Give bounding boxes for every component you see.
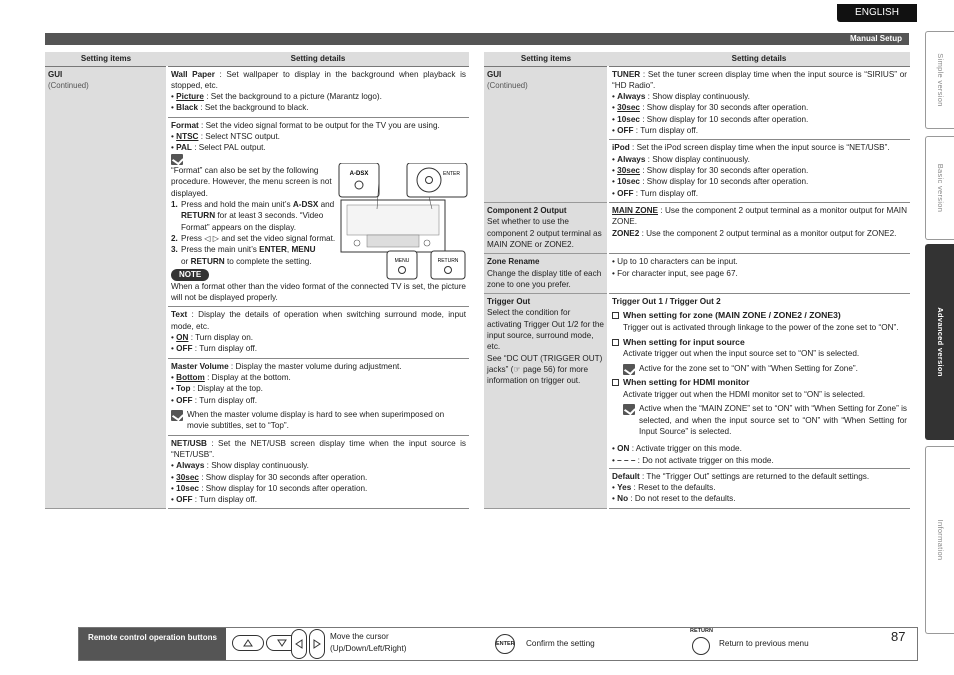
move-cursor-text: Move the cursor (Up/Down/Left/Right)	[330, 632, 407, 653]
zone-rename-item: Zone Rename Change the display title of each zone to one you prefer.	[484, 254, 608, 294]
trigger-out-detail: Trigger Out 1 / Trigger Out 2 When setting for zone (MAIN ZONE / ZONE2 / ZONE3) Trigger out is activated through linkage to the power of the zone set to “ON”. When setting for input source Activate trigger out when the input source set to “ON” is selected. Active for the zone set to “ON” with “When Setting for Zone”. When setting for HDMI monitor Activate trigger out when the HDMI monitor set to “ON” is selected. Active when the “MAIN ZONE” set to “ON” with “When Setting for Zone” is selected, and when the input source set to “ON” with “When Setting for Input Source” is selected. • ON : Activate trigger on this mode. • – – – : Do not activate trigger on this mode. Default : The “Trigger Out” settings are returned to the default settings. • Yes : Reset to the defaults. • No : Do not reset to the defaults.	[608, 294, 910, 509]
enter-button-icon: ENTER	[495, 634, 515, 654]
remote-legend-label: Remote control operation buttons	[79, 628, 226, 660]
format-step-3: 3. Press the main unit’s ENTER, MENU or RETURN to complete the setting.	[171, 245, 316, 266]
component-2-output-detail: MAIN ZONE : Use the component 2 output terminal as a monitor output for MAIN ZONE. ZONE2 : Use the component 2 output terminal as a monitor output for ZONE2.	[608, 202, 910, 253]
main-unit-illustration	[337, 163, 471, 283]
checkbox-icon	[612, 339, 619, 346]
text-detail: Text : Display the details of operation when switching surround mode, input mode, etc. • ON : Turn display on. • OFF : Turn display off.	[167, 307, 469, 358]
col-setting-items: Setting items	[45, 52, 167, 66]
format-step-2: 2. Press ◁ ▷ and set the video signal format.	[171, 233, 336, 243]
cursor-up-button	[232, 635, 264, 651]
col-setting-details: Setting details	[608, 52, 910, 66]
cursor-left-button	[291, 629, 307, 659]
zone-heading: When setting for zone (MAIN ZONE / ZONE2 / ZONE3)	[612, 310, 907, 322]
tab-basic-version[interactable]: Basic version	[925, 136, 954, 240]
wall-paper-detail: Wall Paper : Set wallpaper to display in the background when playback is stopped, etc. • Picture : Set the background to a picture (Marantz logo). • Black : Set the background to black.	[167, 66, 469, 117]
format-detail: Format : Set the video signal format to be output for the TV you are using. • NTSC : Select NTSC output. • PAL : Select PAL output. “Format” can also be set by the following procedure. However, the menu screen is not displayed. 1. Press and hold the main unit’s A-DSX and RETURN for at least 3 seconds. “Video Format” appears on the display. 2. Press ◁ ▷ and set the video signal format. 3. Press the main unit’s ENTER, MENU or RETURN to complete the setting. NOTE When a format other than the video format of the connected TV is set, the picture will not be displayed properly.	[167, 117, 469, 307]
gui-item: GUI (Continued)	[484, 66, 608, 202]
tuner-detail: TUNER : Set the tuner screen display time when the input source is “SIRIUS” or “HD Radio”. • Always : Show display continuously. • 30sec : Show display for 30 seconds after operation. • 10sec : Show display for 10 seconds after operation. • OFF : Turn display off.	[608, 66, 910, 140]
right-settings-table	[484, 52, 910, 509]
confirm-text: Confirm the setting	[526, 639, 595, 648]
master-volume-detail: Master Volume : Display the master volume during adjustment. • Bottom : Display at the bottom. • Top : Display at the top. • OFF : Turn display off. When the master volume display is hard to see when superimposed on movie subtitles, set to “Top”.	[167, 358, 469, 435]
format-step-1: 1. Press and hold the main unit’s A-DSX and RETURN for at least 3 seconds. “Video Format” appears on the display.	[171, 199, 335, 232]
a-dsx-label: A-DSX	[349, 171, 369, 177]
format-tip: “Format” can also be set by the following procedure. However, the menu screen is not displayed.	[171, 166, 332, 198]
cursor-right-button	[309, 629, 325, 659]
tip-icon	[623, 364, 635, 375]
col-setting-details: Setting details	[167, 52, 469, 66]
component-2-output-item: Component 2 Output Set whether to use the component 2 output terminal as MAIN ZONE or ZONE2.	[484, 202, 608, 253]
net-usb-detail: NET/USB : Set the NET/USB screen display time when the input source is “NET/USB”. • Always : Show display continuously. • 30sec : Show display for 30 seconds after operation. • 10sec : Show display for 10 seconds after operation. • OFF : Turn display off.	[167, 435, 469, 509]
tip-icon	[171, 154, 183, 165]
tab-information[interactable]: Information	[925, 446, 954, 634]
enter-label: ENTER	[443, 171, 460, 177]
return-label: RETURN	[437, 258, 459, 264]
return-button-label: RETURN	[690, 628, 713, 634]
note-badge: NOTE	[171, 269, 209, 281]
note-text: When a format other than the video format of the connected TV is set, the picture will not be displayed properly.	[171, 281, 466, 303]
zone-rename-detail: • Up to 10 characters can be input. • For character input, see page 67.	[608, 254, 910, 294]
page-number: 87	[891, 629, 906, 644]
trigger-out-item: Trigger Out Select the condition for activating Trigger Out 1/2 for the input source, surround mode, etc. See “DC OUT (TRIGGER OUT) jacks” (☞ page 56) for more information on trigger out.	[484, 294, 608, 509]
section-bar: Manual Setup	[45, 33, 909, 45]
hdmi-heading: When setting for HDMI monitor	[612, 377, 907, 389]
gui-item: GUI (Continued)	[45, 66, 167, 509]
checkbox-icon	[612, 312, 619, 319]
return-button-icon	[692, 637, 710, 655]
side-tabs	[925, 0, 954, 675]
input-heading: When setting for input source	[612, 337, 907, 349]
language-label: ENGLISH	[837, 4, 917, 22]
ipod-detail: iPod : Set the iPod screen display time when the input source is “NET/USB”. • Always : Show display continuously. • 30sec : Show display for 30 seconds after operation. • 10sec : Show display for 10 seconds after operation. • OFF : Turn display off.	[608, 140, 910, 203]
return-text: Return to previous menu	[719, 639, 809, 648]
tip-icon	[623, 404, 635, 415]
checkbox-icon	[612, 379, 619, 386]
menu-label: MENU	[394, 258, 410, 264]
remote-legend	[78, 627, 918, 661]
tab-advanced-version[interactable]: Advanced version	[925, 244, 954, 440]
tip-icon	[171, 410, 183, 421]
col-setting-items: Setting items	[484, 52, 608, 66]
tab-simple-version[interactable]: Simple version	[925, 31, 954, 129]
